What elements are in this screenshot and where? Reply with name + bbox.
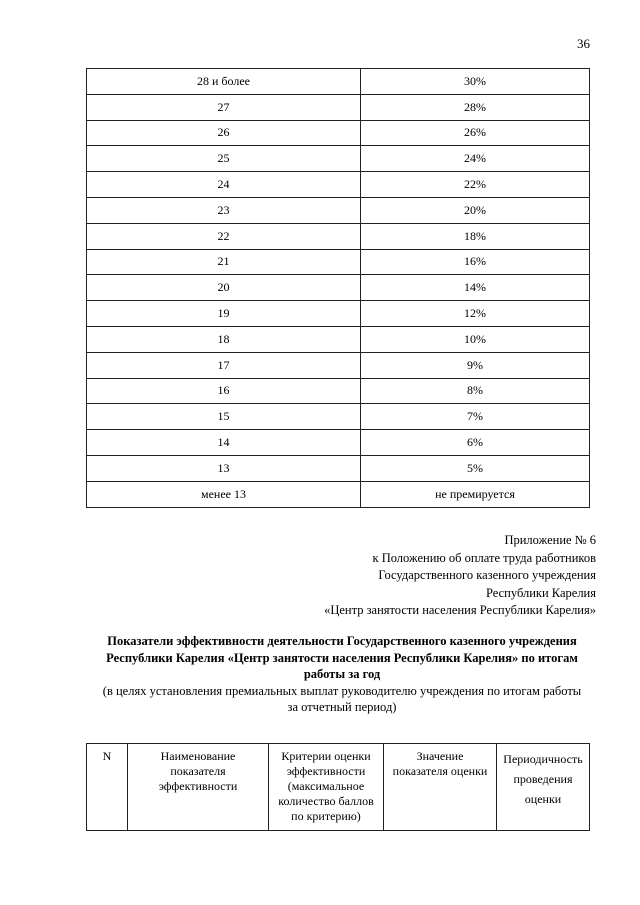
header-line: Значение (416, 749, 464, 763)
header-line: Периодичность (503, 752, 583, 766)
page-number: 36 (577, 36, 590, 51)
score-row (87, 378, 590, 404)
header-line: проведения (513, 772, 573, 786)
score-row (87, 69, 590, 95)
score-row (87, 430, 590, 456)
heading-title-line: Показатели эффективности деятельности Государственного казенного учреждения (107, 634, 577, 648)
header-line: показателя (170, 764, 226, 778)
score-row (87, 223, 590, 249)
header-line: Наименование (160, 749, 236, 763)
score-percent-cell: 30% (361, 69, 590, 95)
score-row (87, 275, 590, 301)
score-row (87, 94, 590, 120)
score-points-cell: 25 (87, 146, 361, 172)
criteria-table (86, 743, 590, 831)
score-points-cell: 17 (87, 352, 361, 378)
score-points-cell: 14 (87, 430, 361, 456)
score-row (87, 404, 590, 430)
header-line: оценки (524, 792, 562, 806)
header-line: N (102, 749, 112, 763)
score-row (87, 172, 590, 198)
score-points-cell: 26 (87, 120, 361, 146)
header-cell-periodicity (497, 744, 590, 831)
score-points-cell: менее 13 (87, 481, 361, 507)
header-line: эффективности (286, 764, 366, 778)
score-percent-cell: 20% (361, 197, 590, 223)
header-line: по критерию) (291, 809, 361, 823)
score-percent-cell: не премируется (361, 481, 590, 507)
score-percent-cell: 26% (361, 120, 590, 146)
appendix-line: «Центр занятости населения Республики Карелия» (324, 603, 596, 617)
score-row (87, 197, 590, 223)
score-percent-cell: 9% (361, 352, 590, 378)
score-percent-cell: 8% (361, 378, 590, 404)
appendix-line: Государственного казенного учреждения (378, 568, 596, 582)
score-points-cell: 27 (87, 94, 361, 120)
score-row (87, 481, 590, 507)
header-cell-number (87, 744, 128, 831)
score-points-cell: 21 (87, 249, 361, 275)
score-percent-cell: 22% (361, 172, 590, 198)
header-cell-name (128, 744, 269, 831)
heading-subtitle-line: за отчетный период) (287, 700, 397, 714)
score-points-cell: 18 (87, 326, 361, 352)
appendix-line: Республики Карелия (485, 585, 596, 600)
appendix-line: к Положению об оплате труда работников (372, 550, 596, 565)
score-row (87, 455, 590, 481)
score-row (87, 301, 590, 327)
score-row (87, 120, 590, 146)
score-points-cell: 24 (87, 172, 361, 198)
score-percent-cell: 14% (361, 275, 590, 301)
criteria-header-row (87, 744, 590, 831)
score-points-cell: 22 (87, 223, 361, 249)
score-percent-cell: 16% (361, 249, 590, 275)
heading-subtitle-line: (в целях установления премиальных выплат руководителю учреждения по итогам работы (102, 683, 582, 698)
score-percent-cell: 18% (361, 223, 590, 249)
appendix-block (236, 532, 596, 620)
header-line: количество баллов (278, 794, 374, 808)
score-row (87, 352, 590, 378)
score-row (87, 146, 590, 172)
score-percent-cell: 28% (361, 94, 590, 120)
score-points-cell: 28 и более (87, 69, 361, 95)
header-line: эффективности (158, 779, 238, 793)
heading-title-line: работы за год (303, 667, 381, 681)
score-percent-cell: 6% (361, 430, 590, 456)
score-row (87, 249, 590, 275)
score-points-cell: 13 (87, 455, 361, 481)
score-points-cell: 16 (87, 378, 361, 404)
appendix-line: Приложение № 6 (504, 533, 596, 547)
score-points-cell: 23 (87, 197, 361, 223)
score-table (86, 68, 590, 508)
score-percent-cell: 24% (361, 146, 590, 172)
header-line: (максимальное (287, 779, 365, 793)
header-line: показателя оценки (392, 764, 488, 778)
score-points-cell: 19 (87, 301, 361, 327)
header-cell-criteria (269, 744, 384, 831)
header-line: Критерии оценки (281, 749, 371, 763)
header-cell-value (384, 744, 497, 831)
score-percent-cell: 12% (361, 301, 590, 327)
score-row (87, 326, 590, 352)
score-points-cell: 20 (87, 275, 361, 301)
heading-title-line: Республики Карелия «Центр занятости населения Республики Карелия» по итогам (106, 650, 578, 665)
score-percent-cell: 5% (361, 455, 590, 481)
score-percent-cell: 10% (361, 326, 590, 352)
score-percent-cell: 7% (361, 404, 590, 430)
score-points-cell: 15 (87, 404, 361, 430)
document-heading (86, 633, 598, 716)
